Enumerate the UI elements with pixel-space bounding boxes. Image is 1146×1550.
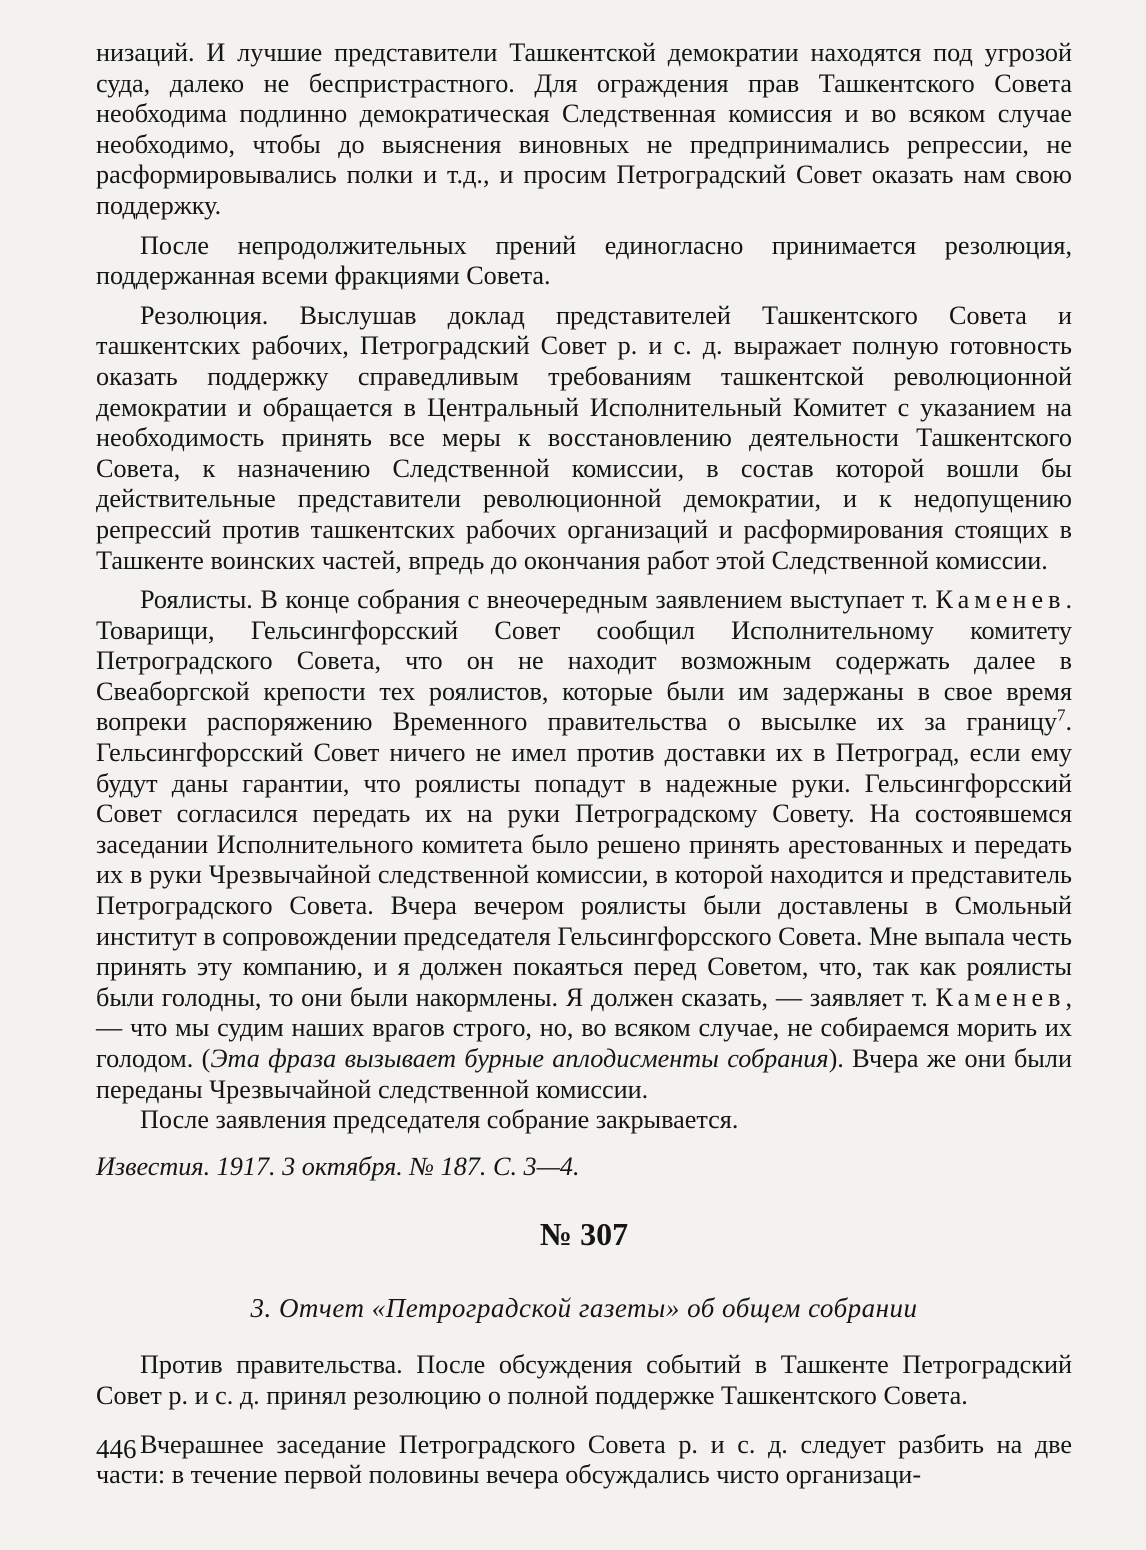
paragraph-closing (96, 1105, 1072, 1136)
paragraph-resolution-adopted (96, 231, 1072, 292)
text-run: . Товарищи, Гельсингфорсский Совет сообщил Исполнительному комитету Петроградского Совета, что он не находит возможным содержать далее в Свеаборгской крепости тех роялистов, которые были им задержаны в свое время вопреки распоряжению Временного правительства о высылке их за границу (96, 585, 1072, 737)
text-run: Резолюция. Выслушав доклад представителей Ташкентского Совета и ташкентских рабочих, Петроградский Совет р. и с. д. выражает полную готовность оказать поддержку справедливым требованиям ташкентской революционной демократии и обращается в Центральный Исполнительный Комитет с указанием на необходимость принять все меры к восстановлению деятельности Ташкентского Совета, к назначению Следственной комиссии, в состав которой вошли бы действительные представители революционной демократии, и к недопущению репрессий против ташкентских рабочих организаций и расформирования стоящих в Ташкенте воинских частей, впредь до окончания работ этой Следственной комиссии. (96, 300, 1072, 575)
paragraph-yesterday-meeting (96, 1430, 1072, 1491)
speaker-name: Каменев (935, 982, 1066, 1012)
page-number: 446 (96, 1434, 137, 1464)
text-run: , — что мы судим наших врагов строго, но, во всяком случае, не собираемся морить их голодом. ( (96, 982, 1072, 1073)
text-run: Вчерашнее заседание Петроградского Совета р. и с. д. следует разбить на две части: в течение первой половины вечера обсуждались чисто организаци- (96, 1429, 1072, 1490)
text-run: После непродолжительных прений единогласно принимается резолюция, поддержанная всеми фракциями Совета. (96, 230, 1072, 291)
source-citation: Известия. 1917. 3 октября. № 187. С. 3—4. (96, 1151, 580, 1181)
paragraph-against-government (96, 1350, 1072, 1411)
document-subtitle: 3. Отчет «Петроградской газеты» об общем собрании (250, 1293, 918, 1324)
text-run: ). Вчера же они были переданы Чрезвычайной следственной комиссии. (96, 1044, 1072, 1104)
paragraph-resolution (96, 301, 1072, 576)
document-number: № 307 (539, 1216, 629, 1253)
text-run: После заявления председателя собрание закрывается. (140, 1105, 739, 1135)
italic-remark: Эта фраза вызывает бурные аплодисменты собрания (210, 1044, 829, 1073)
paragraph-continuation (96, 38, 1072, 222)
paragraph-royalists (96, 585, 1072, 1105)
text-run: Против правительства. После обсуждения событий в Ташкенте Петроградский Совет р. и с. д. принял резолюцию о полной поддержке Ташкентского Совета. (96, 1350, 1072, 1410)
text-run: Роялисты. В конце собрания с внеочередным заявлением выступает т. (140, 585, 936, 615)
text-run: низаций. И лучшие представители Ташкентской демократии находятся под угрозой суда, далеко не беспристрастного. Для ограждения прав Ташкентского Совета необходима подлинно демократическая Следственная комиссия и во всяком случае необходимо, чтобы до выяснения виновных не предпринимались репрессии, не расформировывались полки и т.д., и просим Петроградский Совет оказать нам свою поддержку. (96, 38, 1072, 220)
footnote-marker: 7 (1056, 705, 1066, 725)
speaker-name: Каменев (935, 585, 1066, 615)
text-column (96, 38, 1072, 1491)
text-run: . Гельсингфорсский Совет ничего не имел против доставки их в Петроград, если ему будут даны гарантии, что роялисты попадут в надежные руки. Гельсингфорсский Совет согласился передать их на руки Петроградскому Совету. На состоявшемся заседании Исполнительного комитета было решено принять арестованных и передать их в руки Чрезвычайной следственной комиссии, в которой находится и представитель Петроградского Совета. Вчера вечером роялисты были доставлены в Смольный институт в сопровождении председателя Гельсингфорсского Совета. Мне выпала честь принять эту компанию, и я должен покаяться перед Советом, что, так как роялисты были голодны, то они были накормлены. Я должен сказать, — заявляет т. (96, 707, 1072, 1012)
